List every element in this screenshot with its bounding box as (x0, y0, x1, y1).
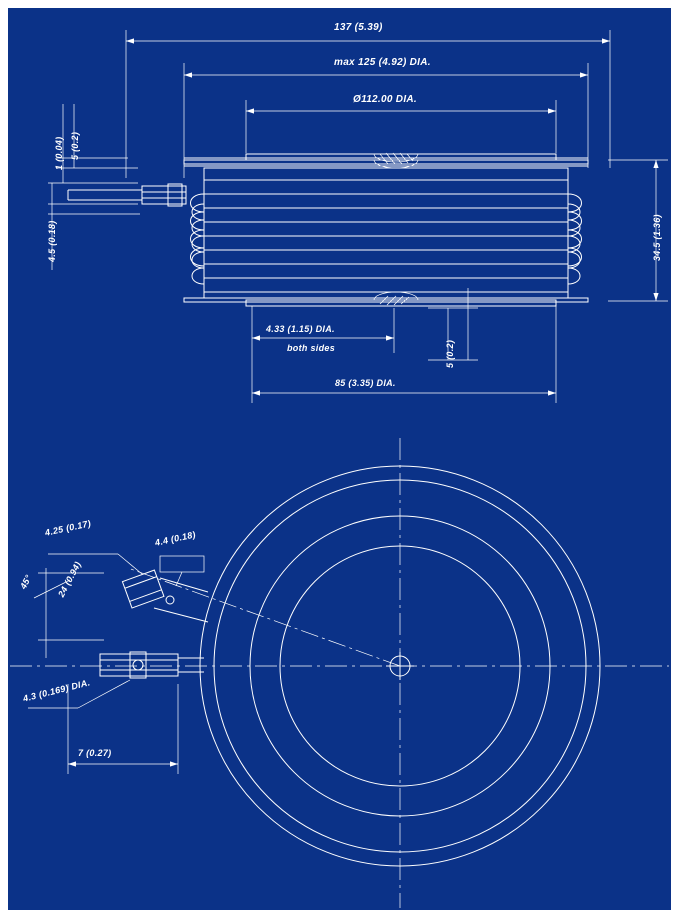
drawing-vector-layer (8, 8, 671, 910)
drawing-canvas (8, 8, 671, 910)
dim-label-cathode-step-height: 5 (0.2) (445, 339, 455, 368)
dim-label-overall-width: 137 (5.39) (334, 22, 383, 33)
dim-label-contact-diameter-top: Ø112.00 DIA. (353, 94, 418, 105)
dim-contact-diameter-top (246, 108, 556, 113)
dim-label-contact-diameter-bottom: 85 (3.35) DIA. (335, 378, 396, 388)
dim-overall-width (126, 38, 610, 43)
dim-label-gate-lead-offset: 1 (0.04) (54, 136, 64, 170)
dim-label-gate-lead-diameter: 4.3 (0.169) DIA. (22, 677, 92, 704)
gate-terminal-side (68, 184, 186, 206)
capsule-corrugation-left (191, 194, 205, 284)
plan-gate-lead (100, 652, 204, 678)
plan-center-lines (10, 438, 669, 908)
plan-gate-terminal (122, 570, 208, 622)
dim-label-gate-terminal-height: 4.4 (0.18) (154, 529, 197, 548)
dim-label-gate-lead-length: 4.5 (0.18) (47, 220, 57, 262)
dim-label-pilot-hole-note: both sides (287, 343, 336, 353)
dim-label-top-terminal-thickness: 5 (0.2) (70, 131, 80, 160)
dim-label-gate-body-length: 24 (0.94) (56, 559, 84, 599)
capsule-side-body (184, 154, 588, 306)
pilot-hole-feature (374, 153, 418, 305)
dim-label-gate-terminal-width: 4.25 (0.17) (44, 518, 92, 538)
dim-label-overall-height: 34.5 (1.36) (652, 214, 662, 261)
dim-label-pilot-hole-diameter: 4.33 (1.15) DIA. (266, 324, 335, 334)
dim-label-gate-lead-offset-plan: 7 (0.27) (78, 748, 112, 758)
dim-label-ceramic-diameter: max 125 (4.92) DIA. (334, 57, 431, 68)
capsule-corrugation-right (568, 194, 582, 284)
plan-gate-axis (128, 568, 400, 666)
dim-ceramic-diameter (184, 72, 588, 77)
dim-label-gate-angle: 45° (18, 573, 34, 591)
